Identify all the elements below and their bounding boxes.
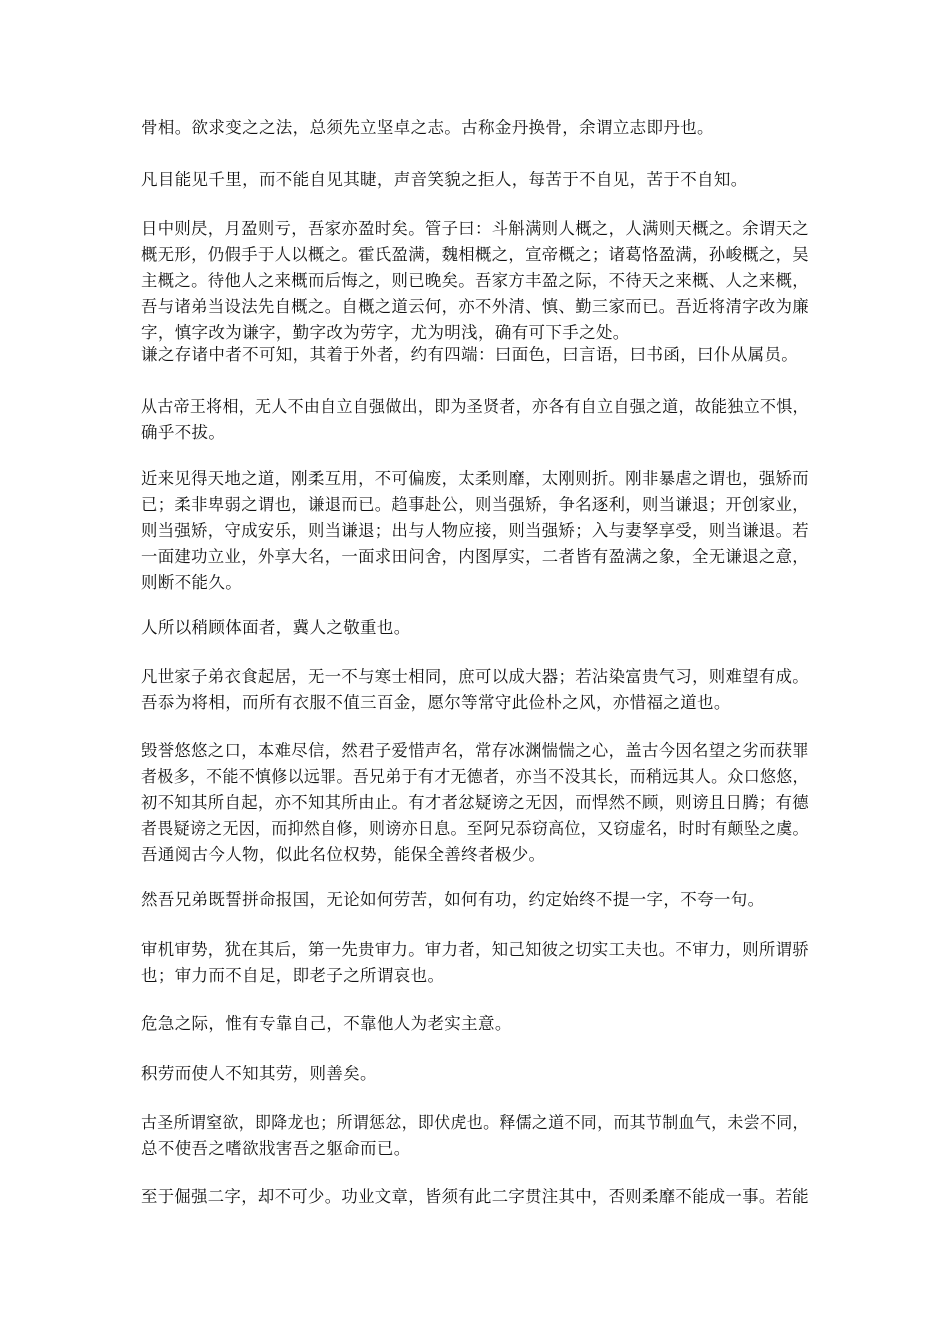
paragraph-13	[141, 1061, 809, 1087]
paragraph-12	[141, 1011, 809, 1037]
text-line: 谦之存诸中者不可知，其着于外者，约有四端：曰面色，曰言语，曰书函，曰仆从属员。	[141, 345, 799, 364]
text-line: 初不知其所自起，亦不知其所由止。有才者忿疑谤之无因，而悍然不顾，则谤且日腾；有德	[141, 793, 810, 812]
text-line: 吾通阅古今人物，似此名位权势，能保全善终者极少。	[141, 845, 546, 864]
text-line: 积劳而使人不知其劳，则善矣。	[141, 1064, 377, 1083]
text-line: 则当强矫，守成安乐，则当谦退；出与人物应接，则当强矫；入与妻孥享受，则当谦退。若	[141, 521, 810, 540]
text-line: 凡目能见千里，而不能自见其睫，声音笑貌之拒人，每苦于不自见，苦于不自知。	[141, 170, 748, 189]
text-line: 近来见得天地之道，刚柔互用，不可偏废，太柔则靡，太刚则折。刚非暴虐之谓也，强矫而	[141, 469, 810, 488]
text-line: 字，慎字改为谦字，勤字改为劳字，尤为明浅，确有可下手之处。	[141, 323, 630, 342]
paragraph-10	[141, 887, 809, 913]
text-line: 凡世家子弟衣食起居，无一不与寒士相同，庶可以成大器；若沾染富贵气习，则难望有成。	[141, 667, 810, 686]
paragraph-8	[141, 664, 809, 716]
text-line: 一面建功立业，外享大名，一面求田问舍，内图厚实，二者皆有盈满之象，全无谦退之意，	[141, 547, 810, 566]
text-line: 者畏疑谤之无因，而抑然自修，则谤亦日息。至阿兄忝窃高位，又窃虚名，时时有颠坠之虞。	[141, 819, 809, 838]
text-line: 日中则昃，月盈则亏，吾家亦盈时矣。管子曰：斗斛满则人概之，人满则天概之。余谓天之	[141, 219, 810, 238]
text-line: 者极多，不能不慎修以远罪。吾兄弟于有才无德者，亦当不没其长，而稍远其人。众口悠悠，	[141, 767, 809, 786]
text-line: 也；审力而不自足，即老子之所谓哀也。	[141, 966, 445, 985]
text-line: 古圣所谓窒欲，即降龙也；所谓惩忿，即伏虎也。释儒之道不同，而其节制血气，未尝不同，	[141, 1113, 809, 1132]
paragraph-3	[141, 216, 809, 346]
paragraph-9	[141, 738, 809, 868]
paragraph-2	[141, 167, 809, 193]
text-line: 人所以稍顾体面者，冀人之敬重也。	[141, 618, 411, 637]
text-line: 吾忝为将相，而所有衣服不值三百金，愿尔等常守此俭朴之风，亦惜福之道也。	[141, 693, 731, 712]
text-line: 主概之。待他人之来概而后悔之，则已晚矣。吾家方丰盈之际，不待天之来概、人之来概，	[141, 271, 810, 290]
text-line: 至于倔强二字，却不可少。功业文章，皆须有此二字贯注其中，否则柔靡不能成一事。若能	[141, 1187, 810, 1206]
text-line: 危急之际，惟有专靠自己，不靠他人为老实主意。	[141, 1014, 512, 1033]
text-line: 吾与诸弟当设法先自概之。自概之道云何，亦不外清、慎、勤三家而已。吾近将清字改为廉	[141, 297, 810, 316]
text-line: 概无形，仍假手于人以概之。霍氏盈满，魏相概之，宣帝概之；诸葛恪盈满，孙峻概之，吴	[141, 245, 810, 264]
text-line: 总不使吾之嗜欲戕害吾之躯命而已。	[141, 1139, 411, 1158]
text-line: 从古帝王将相，无人不由自立自强做出，即为圣贤者，亦各有自立自强之道，故能独立不惧，	[141, 397, 809, 416]
text-line: 毁誉悠悠之口，本难尽信，然君子爱惜声名，常存冰渊惴惴之心，盖古今因名望之劣而获罪	[141, 741, 810, 760]
paragraph-11	[141, 937, 809, 989]
paragraph-1	[141, 115, 809, 141]
paragraph-4	[141, 342, 809, 368]
text-line: 审机审势，犹在其后，第一先贵审力。审力者，知己知彼之切实工夫也。不审力，则所谓骄	[141, 940, 810, 959]
paragraph-7	[141, 615, 809, 641]
text-line: 已；柔非卑弱之谓也，谦退而已。趋事赴公，则当强矫，争名逐利，则当谦退；开创家业，	[141, 495, 810, 514]
text-line: 骨相。欲求变之之法，总须先立坚卓之志。古称金丹换骨，余谓立志即丹也。	[141, 118, 714, 137]
paragraph-14	[141, 1110, 809, 1162]
text-line: 则断不能久。	[141, 573, 243, 592]
paragraph-15	[141, 1184, 809, 1210]
text-line: 然吾兄弟既誓拼命报国，无论如何劳苦，如何有功，约定始终不提一字，不夸一句。	[141, 890, 765, 909]
text-line: 确乎不拔。	[141, 423, 226, 442]
paragraph-6	[141, 466, 809, 596]
paragraph-5	[141, 394, 809, 446]
